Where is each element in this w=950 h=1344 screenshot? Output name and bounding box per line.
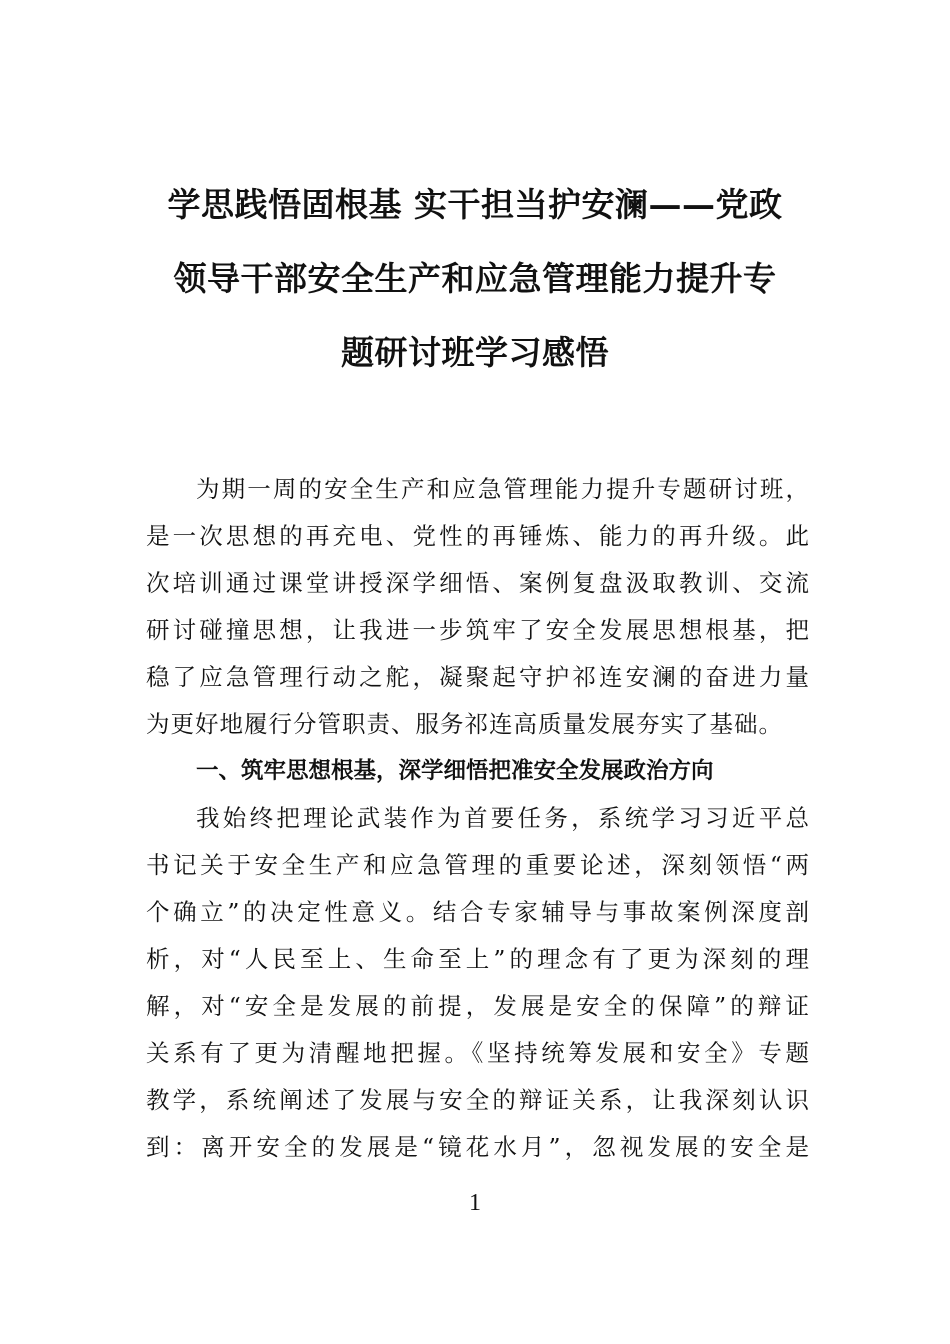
paragraph-line: 为期一周的安全生产和应急管理能力提升专题研讨班， — [196, 475, 810, 503]
paragraph-line: 教学，系统阐述了发展与安全的辩证关系，让我深刻认识 — [146, 1086, 810, 1114]
paragraph-line: 关系有了更为清醒地把握。《坚持统筹发展和安全》专题 — [146, 1039, 810, 1067]
paragraph-line: 为更好地履行分管职责、服务祁连高质量发展夯实了基础。 — [146, 710, 783, 738]
paragraph-line: 是一次思想的再充电、党性的再锤炼、能力的再升级。此 — [146, 522, 810, 550]
paragraph-line: 析，对“人民至上、生命至上”的理念有了更为深刻的理 — [146, 945, 810, 973]
paragraph-line: 解，对“安全是发展的前提，发展是安全的保障”的辩证 — [146, 992, 810, 1020]
paragraph-line: 研讨碰撞思想，让我进一步筑牢了安全发展思想根基，把 — [146, 616, 810, 644]
paragraph-intro — [146, 466, 810, 748]
paragraph-line: 个确立”的决定性意义。结合专家辅导与事故案例深度剖 — [146, 898, 810, 926]
document-body — [146, 466, 810, 1171]
paragraph-line: 到：离开安全的发展是“镜花水月”，忽视发展的安全是 — [146, 1133, 810, 1161]
paragraph-line: 稳了应急管理行动之舵，凝聚起守护祁连安澜的奋进力量 — [146, 663, 810, 691]
paragraph-line: 书记关于安全生产和应急管理的重要论述，深刻领悟“两 — [146, 851, 810, 879]
paragraph-line: 我始终把理论武装作为首要任务，系统学习习近平总 — [196, 804, 810, 832]
paragraph-line: 次培训通过课堂讲授深学细悟、案例复盘汲取教训、交流 — [146, 569, 810, 597]
document-title — [140, 168, 810, 390]
title-line-3: 题研讨班学习感悟 — [341, 333, 609, 372]
section-heading: 一、筑牢思想根基，深学细悟把准安全发展政治方向 — [196, 758, 714, 784]
page-number: 1 — [469, 1190, 481, 1216]
paragraph-section-1 — [146, 795, 810, 1171]
title-line-2: 领导干部安全生产和应急管理能力提升专 — [173, 259, 777, 298]
title-line-1: 学思践悟固根基 实干担当护安澜——党政 — [167, 185, 783, 224]
